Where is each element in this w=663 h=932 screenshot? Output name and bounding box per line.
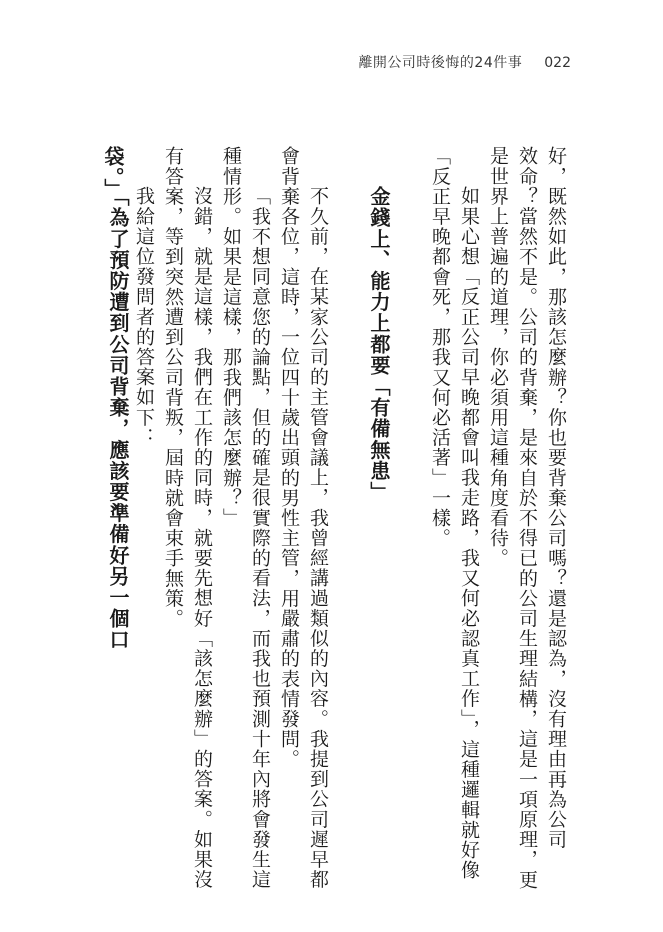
page-number: 022 [544, 55, 571, 71]
running-header [358, 52, 571, 72]
paragraph-column: 效命？當然不是。公司的背棄，是來自於不得已的公司生理結構，這是一項原理，更 [516, 146, 538, 890]
paragraph-column: 有答案，等到突然遭到公司背叛，屆時就會束手無策。 [162, 146, 184, 629]
paragraph-column: 「反正早晚都會死，那我又何必活著」一樣。 [429, 146, 451, 548]
answer-emphasis-end: 袋。」 [101, 146, 125, 200]
section-heading: 金錢上、能力上都要「有備無患」 [367, 186, 391, 503]
quote-column: 種情形。如果是這樣，那我們該怎麼辦？」 [220, 146, 242, 528]
paragraph-column: 會背棄各位，這時，一位四十歲出頭的男性主管，用嚴肅的表情發問。 [278, 146, 300, 770]
paragraph-column: 沒錯，就是這樣，我們在工作的同時，就要先想好「該怎麼辦」的答案。如果沒 [191, 186, 213, 890]
paragraph-column: 不久前，在某家公司的主管會議上，我曾經講過類似的內容。我提到公司遲早都 [307, 186, 329, 890]
answer-column [106, 186, 157, 651]
quote-column: 「我不想同意您的論點，但的確是很實際的看法，而我也預測十年內將會發生這 [249, 186, 271, 890]
answer-intro: 我給這位發問者的答案如下： [133, 186, 155, 448]
paragraph-column: 是世界上普遍的道理，你必須用這種角度看待。 [487, 146, 509, 569]
paragraph-column: 如果心想「反正公司早晚都會叫我走路，我又何必認真工作」，這種邏輯就好像 [458, 186, 480, 880]
paragraph-column: 好，既然如此，那該怎麼辦？你也要背棄公司嗎？還是認為，沒有理由再為公司 [545, 146, 567, 850]
answer-emphasis: 「為了預防遭到公司背棄，應該要準備好另一個口 [106, 186, 130, 651]
book-title: 離開公司時後悔的24件事 [358, 55, 523, 71]
